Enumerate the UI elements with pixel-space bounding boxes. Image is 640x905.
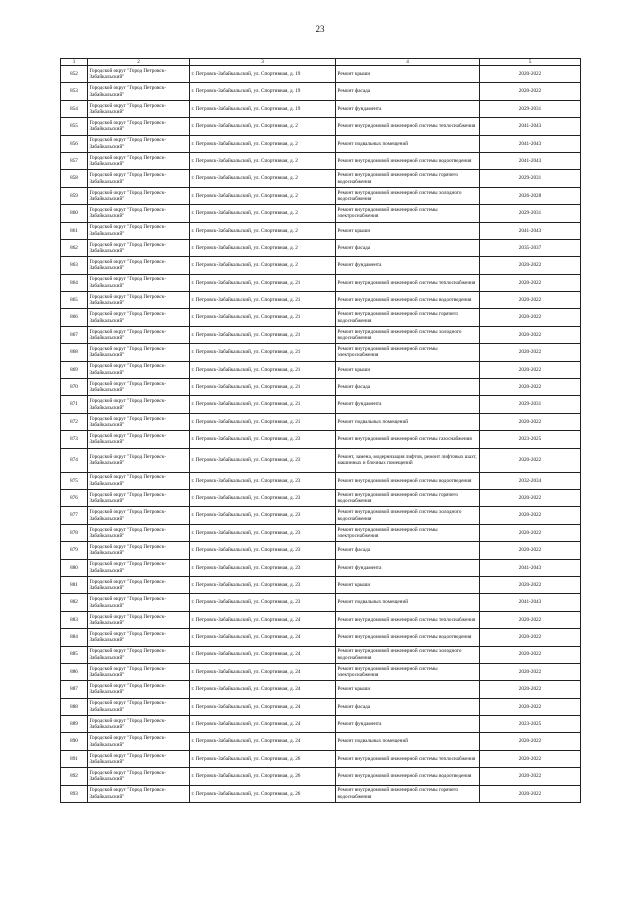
municipality-cell: Городской округ "Город Петровск-Забайкальский" [88, 344, 190, 361]
municipality-cell: Городской округ "Город Петровск-Забайкальский" [88, 750, 190, 767]
column-header: 1 [61, 59, 88, 66]
work-type-cell: Ремонт внутридомовой инженерной системы теплоснабжения [336, 118, 480, 135]
address-cell: г. Петровск-Забайкальский, ул. Спортивная, д. 26 [190, 768, 336, 785]
work-type-cell: Ремонт фундамента [336, 396, 480, 413]
work-type-cell: Ремонт внутридомовой инженерной системы горячего водоснабжения [336, 170, 480, 187]
municipality-cell: Городской округ "Город Петровск-Забайкальский" [88, 646, 190, 663]
table-row [61, 448, 581, 472]
table-row [61, 611, 581, 628]
row-number-cell: 877 [61, 507, 88, 524]
address-cell: г. Петровск-Забайкальский, ул. Спортивная, д. 23 [190, 542, 336, 559]
table-row [61, 152, 581, 169]
table-row [61, 594, 581, 611]
work-type-cell: Ремонт внутридомовой инженерной системы электроснабжения [336, 524, 480, 541]
municipality-cell: Городской округ "Город Петровск-Забайкальский" [88, 326, 190, 343]
municipality-cell: Городской округ "Город Петровск-Забайкальский" [88, 507, 190, 524]
table-row [61, 361, 581, 378]
municipality-cell: Городской округ "Город Петровск-Забайкальский" [88, 448, 190, 472]
row-number-cell: 892 [61, 768, 88, 785]
period-cell: 2026-2028 [480, 187, 581, 204]
address-cell: г. Петровск-Забайкальский, ул. Спортивная, д. 21 [190, 274, 336, 291]
work-type-cell: Ремонт внутридомовой инженерной системы электроснабжения [336, 205, 480, 222]
row-number-cell: 886 [61, 663, 88, 680]
municipality-cell: Городской округ "Город Петровск-Забайкальский" [88, 733, 190, 750]
period-cell: 2020-2022 [480, 507, 581, 524]
row-number-cell: 890 [61, 733, 88, 750]
period-cell: 2029-2031 [480, 170, 581, 187]
period-cell: 2020-2022 [480, 733, 581, 750]
municipality-cell: Городской округ "Город Петровск-Забайкальский" [88, 413, 190, 430]
municipality-cell: Городской округ "Город Петровск-Забайкальский" [88, 472, 190, 489]
address-cell: г. Петровск-Забайкальский, ул. Спортивная, д. 19 [190, 66, 336, 83]
row-number-cell: 852 [61, 66, 88, 83]
work-type-cell: Ремонт крыши [336, 576, 480, 593]
municipality-cell: Городской округ "Город Петровск-Забайкальский" [88, 292, 190, 309]
address-cell: г. Петровск-Забайкальский, ул. Спортивная, д. 24 [190, 646, 336, 663]
row-number-cell: 863 [61, 257, 88, 274]
table-row [61, 118, 581, 135]
table-row [61, 326, 581, 343]
period-cell: 2032-2034 [480, 472, 581, 489]
work-type-cell: Ремонт внутридомовой инженерной системы теплоснабжения [336, 750, 480, 767]
municipality-cell: Городской округ "Город Петровск-Забайкальский" [88, 559, 190, 576]
municipality-cell: Городской округ "Город Петровск-Забайкальский" [88, 135, 190, 152]
table-row [61, 629, 581, 646]
row-number-cell: 858 [61, 170, 88, 187]
row-number-cell: 872 [61, 413, 88, 430]
table-row [61, 135, 581, 152]
period-cell: 2041-2043 [480, 594, 581, 611]
address-cell: г. Петровск-Забайкальский, ул. Спортивная, д. 24 [190, 611, 336, 628]
work-type-cell: Ремонт фундамента [336, 716, 480, 733]
table-row [61, 66, 581, 83]
period-cell: 2020-2022 [480, 576, 581, 593]
work-type-cell: Ремонт, замена, модернизация лифтов, ремонт лифтовых шахт, машинных и блочных помещений [336, 448, 480, 472]
address-cell: г. Петровск-Забайкальский, ул. Спортивная, д. 23 [190, 448, 336, 472]
row-number-cell: 871 [61, 396, 88, 413]
municipality-cell: Городской округ "Город Петровск-Забайкальский" [88, 698, 190, 715]
address-cell: г. Петровск-Забайкальский, ул. Спортивная, д. 24 [190, 663, 336, 680]
municipality-cell: Городской округ "Город Петровск-Забайкальский" [88, 274, 190, 291]
table-row [61, 750, 581, 767]
row-number-cell: 857 [61, 152, 88, 169]
row-number-cell: 884 [61, 629, 88, 646]
work-type-cell: Ремонт подвальных помещений [336, 594, 480, 611]
address-cell: г. Петровск-Забайкальский, ул. Спортивная, д. 24 [190, 629, 336, 646]
table-row [61, 239, 581, 256]
column-header: 4 [336, 59, 480, 66]
municipality-cell: Городской округ "Город Петровск-Забайкальский" [88, 83, 190, 100]
table-row [61, 431, 581, 448]
municipality-cell: Городской округ "Город Петровск-Забайкальский" [88, 257, 190, 274]
work-type-cell: Ремонт внутридомовой инженерной системы водоотведения [336, 472, 480, 489]
table-row [61, 559, 581, 576]
work-type-cell: Ремонт внутридомовой инженерной системы теплоснабжения [336, 611, 480, 628]
address-cell: г. Петровск-Забайкальский, ул. Спортивная, д. 21 [190, 413, 336, 430]
table-row [61, 663, 581, 680]
period-cell: 2041-2043 [480, 222, 581, 239]
column-number-row [61, 59, 581, 66]
table-row [61, 542, 581, 559]
address-cell: г. Петровск-Забайкальский, ул. Спортивная, д. 26 [190, 785, 336, 802]
municipality-cell: Городской округ "Город Петровск-Забайкальский" [88, 431, 190, 448]
work-type-cell: Ремонт внутридомовой инженерной системы теплоснабжения [336, 274, 480, 291]
period-cell: 2020-2022 [480, 379, 581, 396]
table-row [61, 472, 581, 489]
period-cell: 2020-2022 [480, 344, 581, 361]
period-cell: 2020-2022 [480, 611, 581, 628]
work-type-cell: Ремонт внутридомовой инженерной системы горячего водоснабжения [336, 309, 480, 326]
municipality-cell: Городской округ "Город Петровск-Забайкальский" [88, 152, 190, 169]
period-cell: 2020-2022 [480, 448, 581, 472]
row-number-cell: 859 [61, 187, 88, 204]
row-number-cell: 887 [61, 681, 88, 698]
table-row [61, 309, 581, 326]
period-cell: 2020-2022 [480, 524, 581, 541]
row-number-cell: 870 [61, 379, 88, 396]
row-number-cell: 874 [61, 448, 88, 472]
municipality-cell: Городской округ "Город Петровск-Забайкальский" [88, 379, 190, 396]
municipality-cell: Городской округ "Город Петровск-Забайкальский" [88, 222, 190, 239]
municipality-cell: Городской округ "Город Петровск-Забайкальский" [88, 396, 190, 413]
row-number-cell: 864 [61, 274, 88, 291]
table-row [61, 396, 581, 413]
row-number-cell: 878 [61, 524, 88, 541]
work-type-cell: Ремонт фасада [336, 239, 480, 256]
municipality-cell: Городской округ "Город Петровск-Забайкальский" [88, 205, 190, 222]
row-number-cell: 888 [61, 698, 88, 715]
work-type-cell: Ремонт фундамента [336, 100, 480, 117]
work-type-cell: Ремонт фасада [336, 83, 480, 100]
row-number-cell: 860 [61, 205, 88, 222]
address-cell: г. Петровск-Забайкальский, ул. Спортивная, д. 23 [190, 472, 336, 489]
address-cell: г. Петровск-Забайкальский, ул. Спортивная, д. 23 [190, 594, 336, 611]
period-cell: 2020-2022 [480, 489, 581, 506]
table-row [61, 507, 581, 524]
address-cell: г. Петровск-Забайкальский, ул. Спортивная, д. 23 [190, 524, 336, 541]
table-row [61, 344, 581, 361]
work-type-cell: Ремонт фасада [336, 698, 480, 715]
table-row [61, 379, 581, 396]
row-number-cell: 856 [61, 135, 88, 152]
address-cell: г. Петровск-Забайкальский, ул. Спортивная, д. 2 [190, 257, 336, 274]
address-cell: г. Петровск-Забайкальский, ул. Спортивная, д. 23 [190, 559, 336, 576]
period-cell: 2020-2022 [480, 750, 581, 767]
municipality-cell: Городской округ "Город Петровск-Забайкальский" [88, 542, 190, 559]
address-cell: г. Петровск-Забайкальский, ул. Спортивная, д. 26 [190, 750, 336, 767]
table-row [61, 733, 581, 750]
work-type-cell: Ремонт внутридомовой инженерной системы холодного водоснабжения [336, 646, 480, 663]
period-cell: 2020-2022 [480, 309, 581, 326]
row-number-cell: 893 [61, 785, 88, 802]
period-cell: 2035-2037 [480, 239, 581, 256]
row-number-cell: 889 [61, 716, 88, 733]
table-body [61, 66, 581, 803]
period-cell: 2020-2022 [480, 361, 581, 378]
municipality-cell: Городской округ "Город Петровск-Забайкальский" [88, 361, 190, 378]
table-row [61, 413, 581, 430]
table-row [61, 646, 581, 663]
municipality-cell: Городской округ "Город Петровск-Забайкальский" [88, 785, 190, 802]
work-type-cell: Ремонт крыши [336, 361, 480, 378]
row-number-cell: 873 [61, 431, 88, 448]
work-type-cell: Ремонт фасада [336, 379, 480, 396]
table-row [61, 698, 581, 715]
address-cell: г. Петровск-Забайкальский, ул. Спортивная, д. 23 [190, 489, 336, 506]
work-type-cell: Ремонт внутридомовой инженерной системы водоотведения [336, 152, 480, 169]
row-number-cell: 855 [61, 118, 88, 135]
address-cell: г. Петровск-Забайкальский, ул. Спортивная, д. 2 [190, 239, 336, 256]
municipality-cell: Городской округ "Город Петровск-Забайкальский" [88, 239, 190, 256]
row-number-cell: 875 [61, 472, 88, 489]
table-row [61, 274, 581, 291]
table-row [61, 170, 581, 187]
address-cell: г. Петровск-Забайкальский, ул. Спортивная, д. 24 [190, 733, 336, 750]
period-cell: 2020-2022 [480, 768, 581, 785]
address-cell: г. Петровск-Забайкальский, ул. Спортивная, д. 2 [190, 205, 336, 222]
period-cell: 2020-2022 [480, 542, 581, 559]
row-number-cell: 881 [61, 576, 88, 593]
municipality-cell: Городской округ "Город Петровск-Забайкальский" [88, 187, 190, 204]
row-number-cell: 883 [61, 611, 88, 628]
period-cell: 2041-2043 [480, 559, 581, 576]
row-number-cell: 865 [61, 292, 88, 309]
period-cell: 2023-2025 [480, 431, 581, 448]
work-type-cell: Ремонт подвальных помещений [336, 135, 480, 152]
municipality-cell: Городской округ "Город Петровск-Забайкальский" [88, 118, 190, 135]
table-row [61, 205, 581, 222]
table-row [61, 489, 581, 506]
municipality-cell: Городской округ "Город Петровск-Забайкальский" [88, 716, 190, 733]
row-number-cell: 854 [61, 100, 88, 117]
period-cell: 2020-2022 [480, 646, 581, 663]
work-type-cell: Ремонт фасада [336, 542, 480, 559]
address-cell: г. Петровск-Забайкальский, ул. Спортивная, д. 2 [190, 187, 336, 204]
work-type-cell: Ремонт подвальных помещений [336, 413, 480, 430]
work-type-cell: Ремонт фундамента [336, 257, 480, 274]
table-row [61, 100, 581, 117]
municipality-cell: Городской округ "Город Петровск-Забайкальский" [88, 100, 190, 117]
municipality-cell: Городской округ "Город Петровск-Забайкальский" [88, 170, 190, 187]
address-cell: г. Петровск-Забайкальский, ул. Спортивная, д. 2 [190, 152, 336, 169]
period-cell: 2020-2022 [480, 326, 581, 343]
address-cell: г. Петровск-Забайкальский, ул. Спортивная, д. 19 [190, 100, 336, 117]
table-header [61, 59, 581, 66]
municipality-cell: Городской округ "Город Петровск-Забайкальский" [88, 768, 190, 785]
period-cell: 2020-2022 [480, 292, 581, 309]
capital-repair-table [60, 58, 581, 803]
table-row [61, 83, 581, 100]
address-cell: г. Петровск-Забайкальский, ул. Спортивная, д. 21 [190, 379, 336, 396]
work-type-cell: Ремонт внутридомовой инженерной системы водоотведения [336, 768, 480, 785]
work-type-cell: Ремонт внутридомовой инженерной системы газоснабжения [336, 431, 480, 448]
work-type-cell: Ремонт внутридомовой инженерной системы холодного водоснабжения [336, 187, 480, 204]
work-type-cell: Ремонт внутридомовой инженерной системы водоотведения [336, 629, 480, 646]
row-number-cell: 853 [61, 83, 88, 100]
row-number-cell: 885 [61, 646, 88, 663]
work-type-cell: Ремонт крыши [336, 681, 480, 698]
row-number-cell: 866 [61, 309, 88, 326]
table-row [61, 681, 581, 698]
address-cell: г. Петровск-Забайкальский, ул. Спортивная, д. 2 [190, 118, 336, 135]
work-type-cell: Ремонт внутридомовой инженерной системы горячего водоснабжения [336, 489, 480, 506]
row-number-cell: 879 [61, 542, 88, 559]
row-number-cell: 882 [61, 594, 88, 611]
work-type-cell: Ремонт подвальных помещений [336, 733, 480, 750]
table-row [61, 576, 581, 593]
table-row [61, 292, 581, 309]
address-cell: г. Петровск-Забайкальский, ул. Спортивная, д. 24 [190, 681, 336, 698]
row-number-cell: 880 [61, 559, 88, 576]
address-cell: г. Петровск-Забайкальский, ул. Спортивная, д. 23 [190, 507, 336, 524]
period-cell: 2020-2022 [480, 413, 581, 430]
municipality-cell: Городской округ "Город Петровск-Забайкальский" [88, 309, 190, 326]
period-cell: 2029-2031 [480, 100, 581, 117]
municipality-cell: Городской округ "Город Петровск-Забайкальский" [88, 576, 190, 593]
table-row [61, 257, 581, 274]
municipality-cell: Городской округ "Город Петровск-Забайкальский" [88, 681, 190, 698]
row-number-cell: 891 [61, 750, 88, 767]
municipality-cell: Городской округ "Город Петровск-Забайкальский" [88, 489, 190, 506]
period-cell: 2020-2022 [480, 257, 581, 274]
address-cell: г. Петровск-Забайкальский, ул. Спортивная, д. 21 [190, 326, 336, 343]
address-cell: г. Петровск-Забайкальский, ул. Спортивная, д. 24 [190, 716, 336, 733]
address-cell: г. Петровск-Забайкальский, ул. Спортивная, д. 23 [190, 431, 336, 448]
address-cell: г. Петровск-Забайкальский, ул. Спортивная, д. 21 [190, 309, 336, 326]
table-row [61, 524, 581, 541]
table-row [61, 768, 581, 785]
address-cell: г. Петровск-Забайкальский, ул. Спортивная, д. 21 [190, 344, 336, 361]
period-cell: 2020-2022 [480, 663, 581, 680]
period-cell: 2020-2022 [480, 83, 581, 100]
address-cell: г. Петровск-Забайкальский, ул. Спортивная, д. 21 [190, 292, 336, 309]
page-number: 23 [315, 24, 325, 34]
work-type-cell: Ремонт внутридомовой инженерной системы электроснабжения [336, 663, 480, 680]
work-type-cell: Ремонт внутридомовой инженерной системы горячего водоснабжения [336, 785, 480, 802]
municipality-cell: Городской округ "Город Петровск-Забайкальский" [88, 66, 190, 83]
period-cell: 2020-2022 [480, 681, 581, 698]
work-type-cell: Ремонт крыши [336, 222, 480, 239]
period-cell: 2020-2022 [480, 629, 581, 646]
address-cell: г. Петровск-Забайкальский, ул. Спортивная, д. 19 [190, 83, 336, 100]
table-row [61, 785, 581, 802]
address-cell: г. Петровск-Забайкальский, ул. Спортивная, д. 21 [190, 396, 336, 413]
table-row [61, 187, 581, 204]
period-cell: 2020-2022 [480, 698, 581, 715]
period-cell: 2020-2022 [480, 785, 581, 802]
address-cell: г. Петровск-Забайкальский, ул. Спортивная, д. 2 [190, 170, 336, 187]
period-cell: 2041-2043 [480, 135, 581, 152]
work-type-cell: Ремонт фундамента [336, 559, 480, 576]
address-cell: г. Петровск-Забайкальский, ул. Спортивная, д. 23 [190, 576, 336, 593]
municipality-cell: Городской округ "Город Петровск-Забайкальский" [88, 524, 190, 541]
row-number-cell: 876 [61, 489, 88, 506]
address-cell: г. Петровск-Забайкальский, ул. Спортивная, д. 2 [190, 222, 336, 239]
municipality-cell: Городской округ "Город Петровск-Забайкальский" [88, 663, 190, 680]
table-row [61, 716, 581, 733]
address-cell: г. Петровск-Забайкальский, ул. Спортивная, д. 21 [190, 361, 336, 378]
municipality-cell: Городской округ "Город Петровск-Забайкальский" [88, 594, 190, 611]
row-number-cell: 869 [61, 361, 88, 378]
work-type-cell: Ремонт внутридомовой инженерной системы холодного водоснабжения [336, 326, 480, 343]
column-header: 2 [88, 59, 190, 66]
row-number-cell: 862 [61, 239, 88, 256]
period-cell: 2020-2022 [480, 66, 581, 83]
period-cell: 2041-2043 [480, 152, 581, 169]
period-cell: 2029-2031 [480, 396, 581, 413]
row-number-cell: 868 [61, 344, 88, 361]
address-cell: г. Петровск-Забайкальский, ул. Спортивная, д. 2 [190, 135, 336, 152]
work-type-cell: Ремонт внутридомовой инженерной системы водоотведения [336, 292, 480, 309]
municipality-cell: Городской округ "Город Петровск-Забайкальский" [88, 629, 190, 646]
row-number-cell: 861 [61, 222, 88, 239]
work-type-cell: Ремонт внутридомовой инженерной системы холодного водоснабжения [336, 507, 480, 524]
period-cell: 2023-2025 [480, 716, 581, 733]
row-number-cell: 867 [61, 326, 88, 343]
column-header: 3 [190, 59, 336, 66]
work-type-cell: Ремонт внутридомовой инженерной системы электроснабжения [336, 344, 480, 361]
work-type-cell: Ремонт крыши [336, 66, 480, 83]
period-cell: 2029-2031 [480, 205, 581, 222]
column-header: 5 [480, 59, 581, 66]
municipality-cell: Городской округ "Город Петровск-Забайкальский" [88, 611, 190, 628]
period-cell: 2041-2043 [480, 118, 581, 135]
table-row [61, 222, 581, 239]
address-cell: г. Петровск-Забайкальский, ул. Спортивная, д. 24 [190, 698, 336, 715]
period-cell: 2020-2022 [480, 274, 581, 291]
